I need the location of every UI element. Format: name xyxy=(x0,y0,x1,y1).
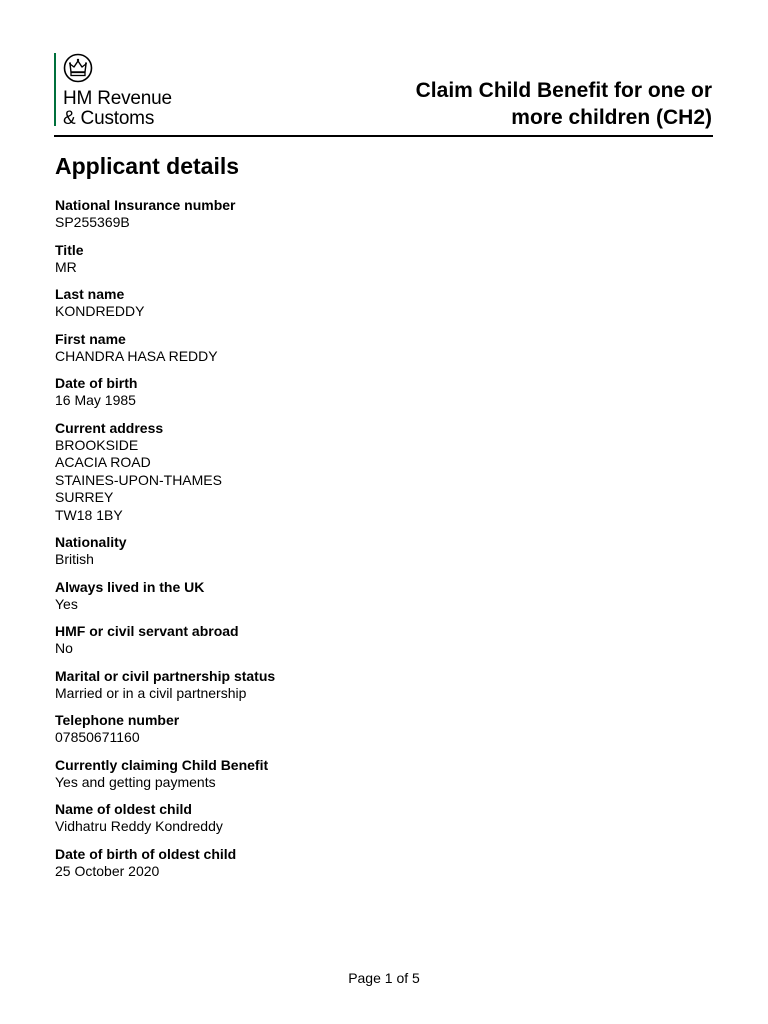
address-line: STAINES-UPON-THAMES xyxy=(55,471,222,488)
field-hmf-civil-servant xyxy=(55,623,655,658)
field-nationality xyxy=(55,534,655,569)
field-value: Married or in a civil partnership xyxy=(55,684,247,701)
section-heading: Applicant details xyxy=(55,153,240,179)
field-last-name xyxy=(55,286,655,321)
address-line: TW18 1BY xyxy=(55,506,123,523)
field-label: National Insurance number xyxy=(55,197,236,213)
document-title-line-1: Claim Child Benefit for one or xyxy=(415,79,712,102)
field-value: KONDREDDY xyxy=(55,303,145,319)
field-label: Date of birth of oldest child xyxy=(55,845,237,862)
field-label: First name xyxy=(55,330,126,347)
applicant-fields xyxy=(55,197,655,890)
field-title xyxy=(55,242,655,277)
field-label: HMF or civil servant abroad xyxy=(55,623,239,639)
hmrc-logo xyxy=(54,53,194,127)
field-value: British xyxy=(55,551,94,567)
field-label: Title xyxy=(55,241,84,258)
field-oldest-child-name xyxy=(55,801,655,836)
document-title-line-2: more children (CH2) xyxy=(511,106,712,129)
field-first-name xyxy=(55,331,655,366)
field-current-address xyxy=(55,420,655,525)
field-value: No xyxy=(55,640,73,656)
field-value: 07850671160 xyxy=(55,729,140,745)
field-label: Date of birth xyxy=(55,375,138,391)
logo-line-1: HM Revenue xyxy=(63,88,172,109)
logo-text xyxy=(63,89,172,129)
field-claiming-child-benefit xyxy=(55,757,655,792)
field-value: Vidhatru Reddy Kondreddy xyxy=(55,818,223,834)
field-label: Current address xyxy=(55,419,164,436)
field-value: 16 May 1985 xyxy=(55,392,136,408)
header-divider xyxy=(54,135,713,137)
field-label: Last name xyxy=(55,286,125,302)
field-national-insurance xyxy=(55,197,655,232)
field-label: Name of oldest child xyxy=(55,801,192,817)
field-always-lived-uk xyxy=(55,579,655,614)
field-value: Yes xyxy=(55,595,78,612)
field-label: Currently claiming Child Benefit xyxy=(55,756,269,773)
field-marital-status xyxy=(55,668,655,703)
document-title xyxy=(332,77,712,131)
page-number: Page 1 of 5 xyxy=(348,970,420,986)
address-line: BROOKSIDE xyxy=(55,436,139,453)
field-oldest-child-dob xyxy=(55,846,655,881)
field-label: Always lived in the UK xyxy=(55,578,205,595)
field-label: Telephone number xyxy=(55,712,180,728)
field-value: SP255369B xyxy=(55,214,130,230)
address-line: ACACIA ROAD xyxy=(55,454,151,470)
field-value: Yes and getting payments xyxy=(55,773,216,790)
field-label: Marital or civil partnership status xyxy=(55,667,276,684)
field-value: MR xyxy=(55,258,77,275)
field-label: Nationality xyxy=(55,534,127,550)
field-telephone xyxy=(55,712,655,747)
field-value: CHANDRA HASA REDDY xyxy=(55,347,218,364)
field-value xyxy=(55,437,655,525)
logo-accent-bar xyxy=(54,53,56,126)
field-date-of-birth xyxy=(55,375,655,410)
royal-crest-icon xyxy=(63,53,93,83)
logo-line-2: & Customs xyxy=(63,108,155,129)
address-line: SURREY xyxy=(55,489,114,505)
field-value: 25 October 2020 xyxy=(55,862,160,879)
